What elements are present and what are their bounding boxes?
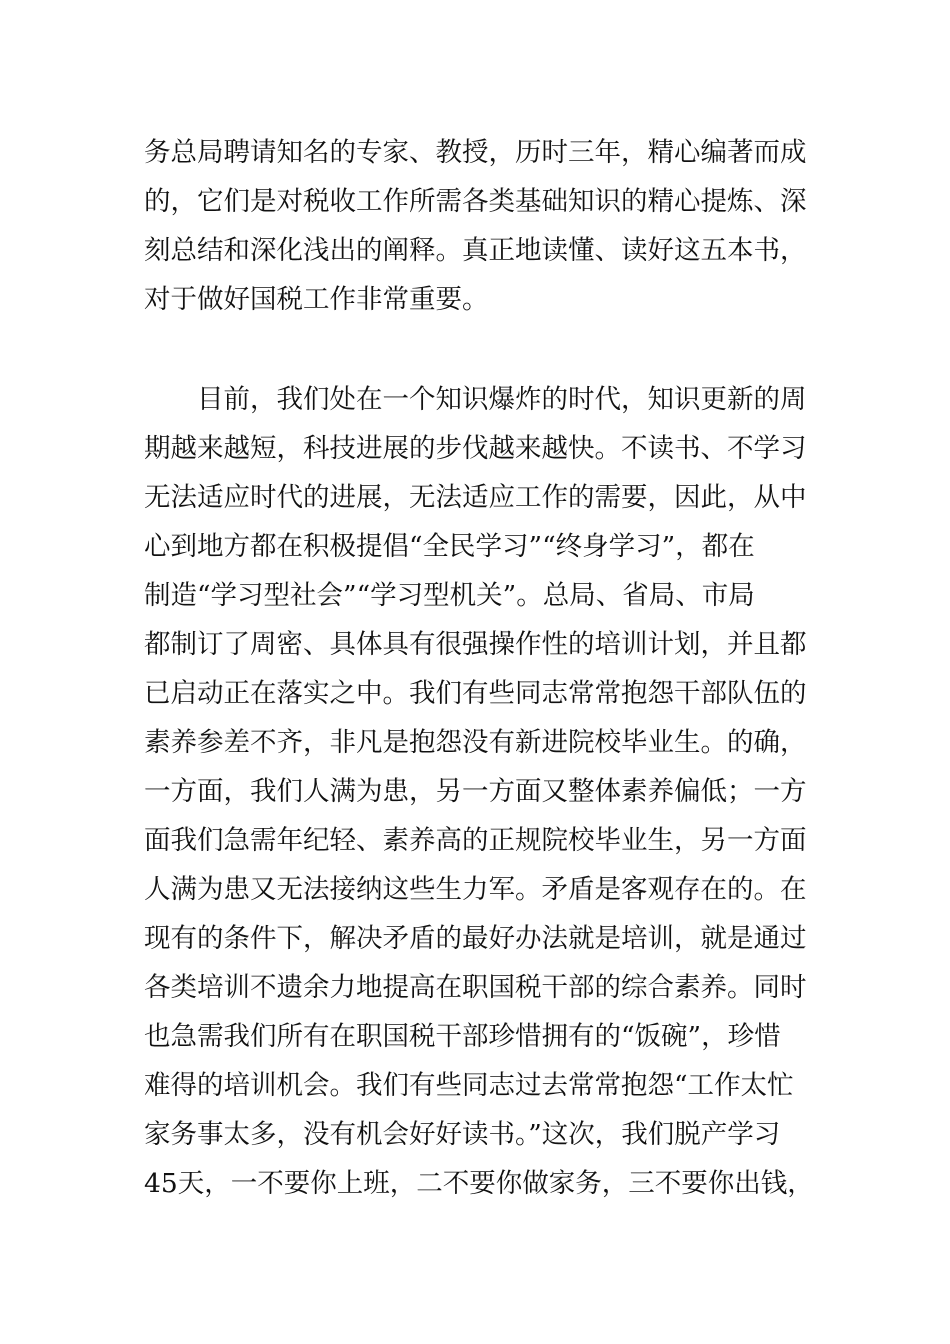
text-line: 45天，一不要你上班，二不要你做家务，三不要你出钱， — [144, 1168, 814, 1199]
paragraph-2 — [144, 375, 814, 1208]
text-line: 已启动正在落实之中。我们有些同志常常抱怨干部队伍的 — [144, 678, 807, 709]
text-line: 现有的条件下，解决矛盾的最好办法就是培训，就是通过 — [144, 923, 807, 954]
text-line: 家务事太多，没有机会好好读书。”这次，我们脱产学习 — [144, 1119, 781, 1150]
text-line: 人满为患又无法接纳这些生力军。矛盾是客观存在的。在 — [144, 874, 807, 905]
text-line: 制造“学习型社会”“学习型机关”。总局、省局、市局 — [144, 580, 755, 611]
paragraph-1 — [144, 128, 809, 324]
text-line: 期越来越短，科技进展的步伐越来越快。不读书、不学习 — [144, 433, 807, 464]
text-line: 各类培训不遗余力地提高在职国税干部的综合素养。同时 — [144, 972, 807, 1003]
text-line: 务总局聘请知名的专家、教授，历时三年，精心编著而成 — [144, 137, 807, 168]
text-line: 都制订了周密、具体具有很强操作性的培训计划，并且都 — [144, 629, 807, 660]
text-line: 目前，我们处在一个知识爆炸的时代，知识更新的周 — [197, 384, 807, 415]
text-line: 的，它们是对税收工作所需各类基础知识的精心提炼、深 — [144, 186, 807, 217]
text-line: 也急需我们所有在职国税干部珍惜拥有的“饭碗”，珍惜 — [144, 1021, 781, 1052]
text-line: 素养参差不齐，非凡是抱怨没有新进院校毕业生。的确， — [144, 727, 807, 758]
text-line: 刻总结和深化浅出的阐释。真正地读懂、读好这五本书， — [144, 235, 807, 266]
text-line: 心到地方都在积极提倡“全民学习”“终身学习”，都在 — [144, 531, 755, 562]
text-line: 对于做好国税工作非常重要。 — [144, 284, 489, 315]
text-line: 难得的培训机会。我们有些同志过去常常抱怨“工作太忙 — [144, 1070, 794, 1101]
text-line: 一方面，我们人满为患，另一方面又整体素养偏低；一方 — [144, 776, 807, 807]
text-line: 面我们急需年纪轻、素养高的正规院校毕业生，另一方面 — [144, 825, 807, 856]
text-line: 无法适应时代的进展，无法适应工作的需要，因此，从中 — [144, 482, 807, 513]
